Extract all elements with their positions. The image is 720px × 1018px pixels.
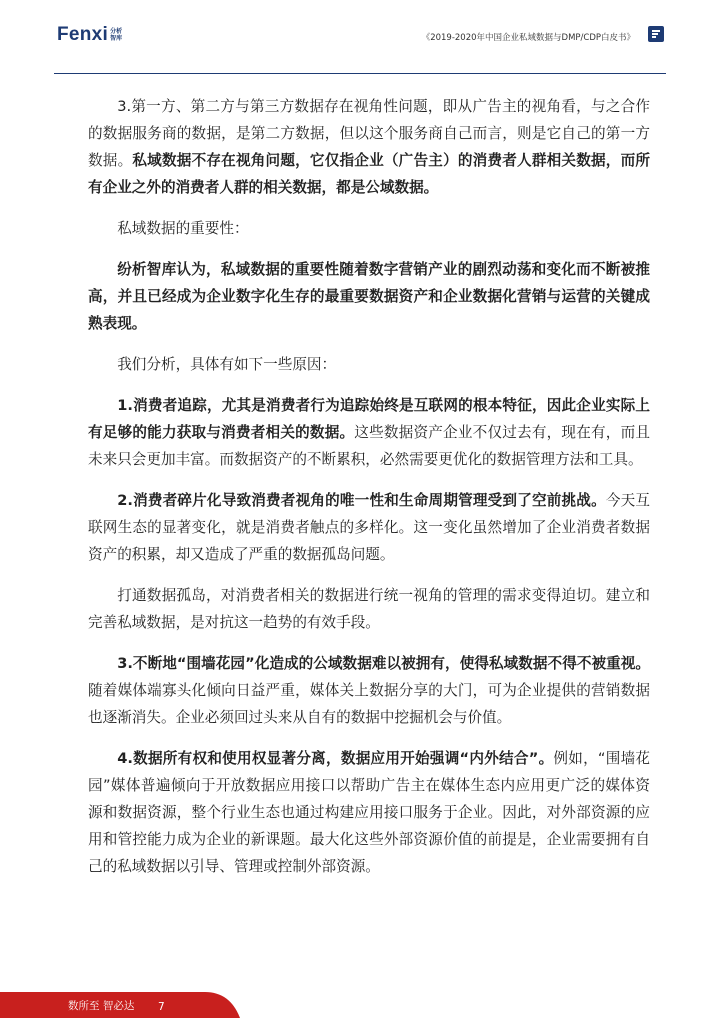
paragraph-post-text: 今天互联网生态的显著变化，就是消费者触点的多样化。这一变化虽然增加了企业消费者数据资产的积累，却又造成了严重的数据孤岛问题。 bbox=[88, 492, 650, 563]
paragraph-bold-text: 3.不断地“围墙花园”化造成的公域数据难以被拥有，使得私域数据不得不被重视。 bbox=[117, 655, 650, 672]
paragraph bbox=[88, 93, 650, 201]
paragraph bbox=[88, 745, 650, 880]
logo-subtext-line-2: 智库 bbox=[110, 35, 123, 42]
paragraph bbox=[88, 650, 650, 731]
paragraph-pre-text: 私域数据的重要性： bbox=[117, 220, 249, 237]
logo-subtext bbox=[110, 28, 122, 42]
paragraph-bold-text: 2.消费者碎片化导致消费者视角的唯一性和生命周期管理受到了空前挑战。 bbox=[117, 492, 606, 509]
paragraph bbox=[88, 256, 650, 337]
header-divider bbox=[54, 73, 666, 74]
paragraph bbox=[88, 582, 650, 636]
paragraph-bold-text: 私域数据不存在视角问题，它仅指企业（广告主）的消费者人群相关数据，而所有企业之外的消费者人群的相关数据，都是公域数据。 bbox=[88, 152, 650, 196]
paragraph-bold-text: 纷析智库认为，私域数据的重要性随着数字营销产业的剧烈动荡和变化而不断被推高，并且已经成为企业数字化生存的最重要数据资产和企业数据化营销与运营的关键成熟表现。 bbox=[88, 261, 650, 332]
body-content bbox=[88, 93, 650, 894]
page-number: 7 bbox=[158, 1001, 165, 1013]
document-icon bbox=[648, 26, 664, 42]
paragraph-pre-text: 我们分析，具体有如下一些原因： bbox=[117, 356, 337, 373]
paragraph bbox=[88, 487, 650, 568]
paragraph-pre-text: 3.第一方、第二方与第三方数据存在视角性问题，即从广告主的视角看，与之合作的数据服务商的数据，是第二方数据，但以这个服务商自己而言，则是它自己的第一方数据。 bbox=[88, 98, 650, 169]
paragraph-post-text: 例如，“围墙花园”媒体普遍倾向于开放数据应用接口以帮助广告主在媒体生态内应用更广泛的媒体资源和数据资源，整个行业生态也通过构建应用接口服务于企业。因此，对外部资源的应用和管控能力成为企业的新课题。最大化这些外部资源价值的前提是，企业需要拥有自己的私域数据以引导、管理或控制外部资源。 bbox=[88, 750, 651, 875]
footer-slogan: 数所至 智必达 bbox=[68, 1000, 135, 1012]
paragraph bbox=[88, 351, 650, 378]
paragraph-pre-text: 打通数据孤岛，对消费者相关的数据进行统一视角的管理的需求变得迫切。建立和完善私域数据，是对抗这一趋势的有效手段。 bbox=[88, 587, 650, 631]
logo-subtext-line-1: 分析 bbox=[110, 28, 123, 35]
document-title: 《2019-2020年中国企业私域数据与DMP/CDP白皮书》 bbox=[421, 33, 635, 43]
paragraph-bold-text: 4.数据所有权和使用权显著分离，数据应用开始强调“内外结合”。 bbox=[117, 750, 554, 767]
paragraph bbox=[88, 215, 650, 242]
paragraph-post-text: 这些数据资产企业不仅过去有，现在有，而且未来只会更加丰富。而数据资产的不断累积，必然需要更优化的数据管理方法和工具。 bbox=[88, 424, 650, 468]
fenxi-logo bbox=[57, 24, 122, 46]
paragraph-bold-text: 1.消费者追踪，尤其是消费者行为追踪始终是互联网的根本特征，因此企业实际上有足够的能力获取与消费者相关的数据。 bbox=[88, 397, 650, 441]
paragraph-post-text: 随着媒体端寡头化倾向日益严重，媒体关上数据分享的大门，可为企业提供的营销数据也逐渐消失。企业必须回过头来从自有的数据中挖掘机会与价值。 bbox=[88, 682, 650, 726]
logo-wordmark: Fenxi bbox=[57, 24, 109, 45]
paragraph bbox=[88, 392, 650, 473]
